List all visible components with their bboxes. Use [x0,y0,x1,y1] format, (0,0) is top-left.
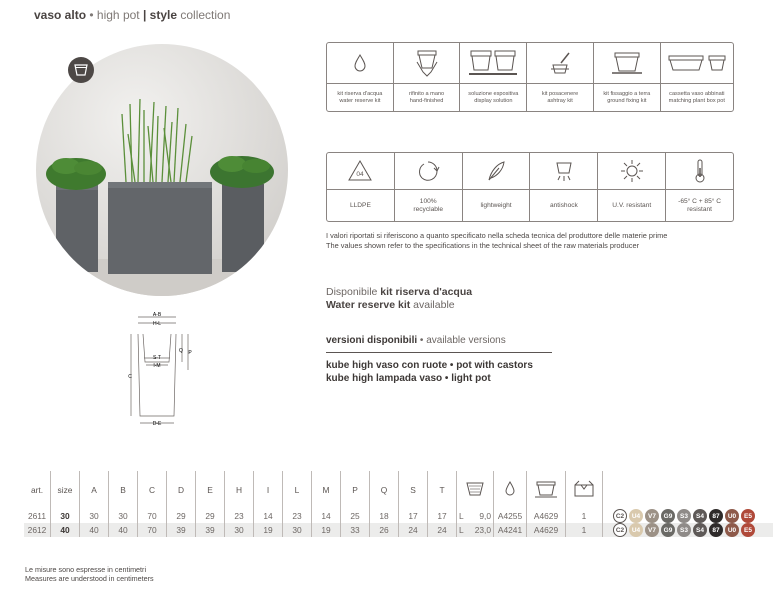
property-antishock [530,153,598,221]
table-cell: 30 [51,509,80,523]
accessories-panel [326,42,734,112]
color-swatch-87: 87 [709,523,723,537]
color-swatch-u0: U0 [725,509,739,523]
col-header: A [80,471,109,509]
versions-divider [326,352,552,353]
col-header: P [341,471,370,509]
col-header: I [254,471,283,509]
col-header: size [51,471,80,509]
versions-list [326,359,533,385]
table-cell: 39 [167,523,196,537]
dim-label-q: Q [179,348,183,354]
table-cell: 39 [196,523,225,537]
ashtray-kit-icon [527,43,593,84]
caption-line: kit posacenere [541,90,579,97]
table-cell: A4241 [494,523,527,537]
color-swatch-u0: U0 [725,523,739,537]
col-header: S [399,471,428,509]
color-swatch-c2: C2 [613,523,627,537]
accessory-display-solution [460,43,527,111]
measures-note [25,565,154,583]
dim-label-c: C [128,374,132,380]
color-swatch-v7: V7 [645,523,659,537]
table-header-row [24,471,773,509]
caption-line: U.V. resistant [612,201,652,209]
table-cell: 30 [109,509,138,523]
color-swatches [603,509,774,523]
table-cell: 14 [312,509,341,523]
color-swatch-s4: S4 [693,523,707,537]
col-header: H [225,471,254,509]
table-cell: 2611 [24,509,51,523]
dim-label-ab: A-B [152,312,162,318]
caption-line: kit riserva d'acqua [337,90,383,97]
svg-text:04: 04 [356,171,365,178]
caption-line: lightweight [480,201,512,209]
col-header: C [138,471,167,509]
box-package-icon [573,480,595,498]
property-lightweight [463,153,531,221]
recyclable-icon [395,153,462,190]
table-row [24,523,773,537]
table-cell: 17 [399,509,428,523]
sun-icon [598,153,665,190]
thermometer-icon [666,153,733,190]
caption-line: antishock [549,201,578,209]
table-cell: L 9,0 [457,509,494,523]
caption-line: rifinito a mano [409,90,445,97]
caption-line: resistant [687,205,713,213]
col-header: art. [24,471,51,509]
icon-caption [594,84,660,111]
table-cell: 70 [138,509,167,523]
accessory-ashtray [527,43,594,111]
hand-finished-icon [394,43,460,84]
table-cell: 30 [80,509,109,523]
accessory-plant-box [661,43,733,111]
caption-line: soluzione espositiva [468,90,519,97]
icon-caption [530,190,597,221]
color-swatches [603,523,774,537]
table-cell: 40 [51,523,80,537]
technical-drawing [124,312,194,430]
table-cell: 1 [566,509,603,523]
versions-title: versioni disponibili • available versions [326,335,506,346]
col-header-colors [603,471,774,509]
caption-line: hand-finished [409,97,444,104]
col-header-base [527,471,566,509]
table-cell: 26 [370,523,399,537]
specs-table [24,471,773,537]
color-swatch-g9: G9 [661,523,675,537]
col-header: B [109,471,138,509]
water-reserve-availability: Disponibile kit riserva d'acqua Water reserve kit available [326,286,473,311]
col-header-volume [457,471,494,509]
color-swatch-e5: E5 [741,509,755,523]
specs-table-wrap [24,471,773,537]
table-cell: L 23,0 [457,523,494,537]
caption-line: display solution [474,97,513,104]
color-swatch-s3: S3 [677,509,691,523]
version-item: kube high vaso con ruote • pot with castors [326,360,533,371]
display-solution-icon [460,43,526,84]
color-swatch-e5: E5 [741,523,755,537]
version-item: kube high lampada vaso • light pot [326,373,491,384]
table-cell: 30 [283,523,312,537]
table-cell: 70 [138,523,167,537]
col-header: D [167,471,196,509]
table-cell: 24 [399,523,428,537]
col-header-water-kit [494,471,527,509]
table-cell: 19 [312,523,341,537]
caption-line: LLDPE [349,201,371,209]
page-title: vaso alto • high pot | style collection [34,8,231,22]
property-lldpe [327,153,395,221]
materials-note [326,231,667,250]
table-cell: 29 [167,509,196,523]
property-temperature [666,153,733,221]
table-cell: 40 [80,523,109,537]
ground-fixing-icon [594,43,660,84]
table-cell: 40 [109,523,138,537]
icon-caption [394,84,460,111]
dim-label-im: I-M [153,363,161,369]
accessory-hand-finished [394,43,461,111]
dim-label-st: S-T [152,355,162,361]
table-cell: 19 [254,523,283,537]
icon-caption [666,190,733,221]
pot-shape-icon [68,57,94,83]
product-photo [36,44,288,296]
icon-caption [661,84,733,111]
table-cell: 14 [254,509,283,523]
color-swatch-s3: S3 [677,523,691,537]
icon-caption [327,190,394,221]
dim-label-hl: H-L [152,321,162,327]
water-drop-icon [504,481,516,497]
col-header: T [428,471,457,509]
dim-label-p: P [188,350,192,356]
caption-line: ground fixing kit [607,97,647,104]
color-swatch-u4: U4 [629,523,643,537]
table-cell: 1 [566,523,603,537]
table-cell: 23 [283,509,312,523]
col-header: Q [370,471,399,509]
plant-box-icon [661,43,733,84]
table-cell: 18 [370,509,399,523]
icon-caption [460,84,526,111]
caption-line: -65° C + 85° C [678,197,721,205]
measures-note-it: Le misure sono espresse in centimetri [25,565,147,574]
caption-line: ashtray kit [547,97,573,104]
caption-line: matching plant box pot [668,97,725,104]
table-cell: 24 [428,523,457,537]
pot-base-icon [535,480,557,498]
icon-caption [327,84,393,111]
table-cell: 30 [225,523,254,537]
table-cell: A4255 [494,509,527,523]
property-recyclable [395,153,463,221]
color-swatch-v7: V7 [645,509,659,523]
color-swatch-s4: S4 [693,509,707,523]
feather-icon [463,153,530,190]
col-header: E [196,471,225,509]
recycle-04-icon [327,153,394,190]
table-cell: 33 [341,523,370,537]
dim-label-de: D-E [152,421,162,427]
table-cell: 29 [196,509,225,523]
materials-note-it: I valori riportati si riferiscono a quanto specificato nella scheda tecnica del produttore delle materie prime [326,231,668,240]
caption-line: water reserve kit [339,97,381,104]
antishock-icon [530,153,597,190]
materials-note-en: The values shown refer to the specifications in the technical sheet of the raw materials producer [326,240,640,250]
litres-pot-icon [466,481,484,497]
col-header: M [312,471,341,509]
caption-line: recyclable [413,205,444,213]
icon-caption [527,84,593,111]
accessory-water-reserve [327,43,394,111]
properties-panel [326,152,734,222]
table-cell: 23 [225,509,254,523]
table-cell: 25 [341,509,370,523]
table-cell: A4629 [527,509,566,523]
color-swatch-87: 87 [709,509,723,523]
icon-caption [598,190,665,221]
accessory-ground-fixing [594,43,661,111]
icon-caption [463,190,530,221]
col-header-packaging [566,471,603,509]
color-swatch-g9: G9 [661,509,675,523]
caption-line: 100% [419,197,437,205]
table-row [24,509,773,523]
table-cell: 2612 [24,523,51,537]
measures-note-en: Measures are understood in centimeters [25,574,154,583]
color-swatch-u4: U4 [629,509,643,523]
property-uv [598,153,666,221]
icon-caption [395,190,462,221]
caption-line: cassetta vaso abbinati [669,90,725,97]
table-cell: A4629 [527,523,566,537]
color-swatch-c2: C2 [613,509,627,523]
table-cell: 17 [428,509,457,523]
water-drop-icon [327,43,393,84]
caption-line: kit fissaggio a terra [603,90,651,97]
col-header: L [283,471,312,509]
